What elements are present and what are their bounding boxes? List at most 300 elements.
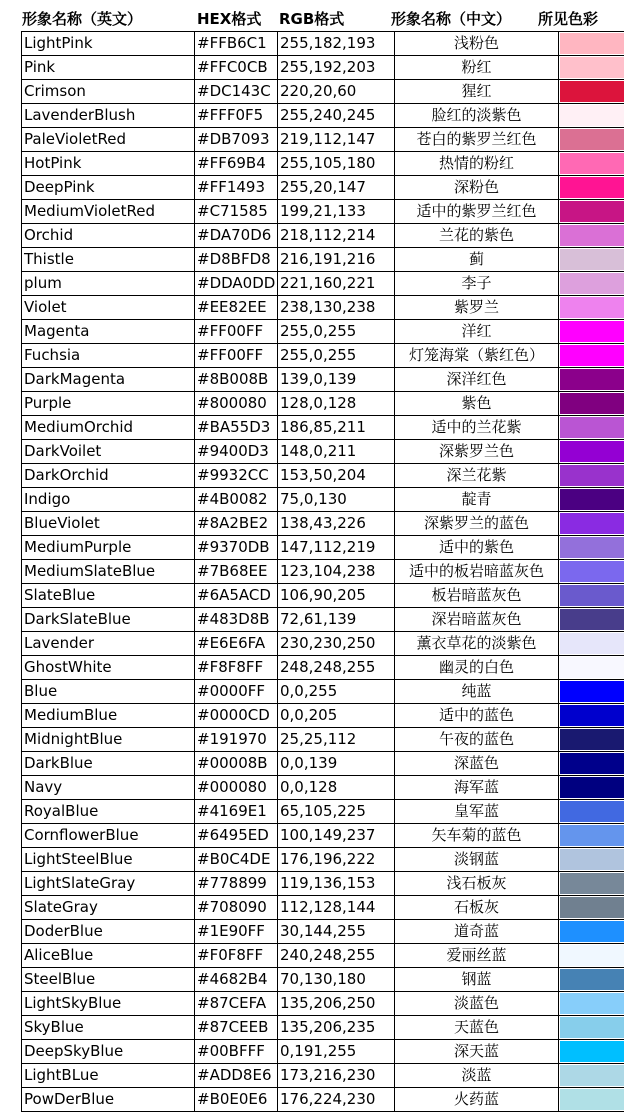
table-row [22, 872, 624, 896]
header-rgb: RGB格式 [279, 8, 344, 29]
rgb-cell: 148,0,211 [278, 440, 395, 464]
table-row [22, 1088, 624, 1112]
swatch-cell [559, 1064, 624, 1088]
english-name-cell: SkyBlue [22, 1016, 195, 1040]
english-name-cell: HotPink [22, 152, 195, 176]
color-swatch [560, 201, 624, 222]
table-row [22, 728, 624, 752]
color-swatch [560, 825, 624, 846]
hex-cell: #191970 [195, 728, 278, 752]
english-name-cell: Violet [22, 296, 195, 320]
color-swatch [560, 849, 624, 870]
rgb-cell: 65,105,225 [278, 800, 395, 824]
rgb-cell: 30,144,255 [278, 920, 395, 944]
hex-cell: #8A2BE2 [195, 512, 278, 536]
color-swatch [560, 753, 624, 774]
color-swatch [560, 873, 624, 894]
chinese-name-cell: 爱丽丝蓝 [395, 944, 559, 968]
swatch-cell [559, 200, 624, 224]
rgb-cell: 238,130,238 [278, 296, 395, 320]
rgb-cell: 255,192,203 [278, 56, 395, 80]
hex-cell: #FFC0CB [195, 56, 278, 80]
rgb-cell: 248,248,255 [278, 656, 395, 680]
table-row [22, 776, 624, 800]
swatch-cell [559, 728, 624, 752]
english-name-cell: PowDerBlue [22, 1088, 195, 1112]
color-swatch [560, 489, 624, 510]
rgb-cell: 255,182,193 [278, 32, 395, 56]
hex-cell: #6495ED [195, 824, 278, 848]
swatch-cell [559, 680, 624, 704]
hex-cell: #7B68EE [195, 560, 278, 584]
rgb-cell: 0,0,139 [278, 752, 395, 776]
table-row [22, 704, 624, 728]
chinese-name-cell: 矢车菊的蓝色 [395, 824, 559, 848]
color-swatch [560, 105, 624, 126]
hex-cell: #0000CD [195, 704, 278, 728]
color-swatch [560, 585, 624, 606]
rgb-cell: 75,0,130 [278, 488, 395, 512]
table-row [22, 416, 624, 440]
color-swatch [560, 609, 624, 630]
chinese-name-cell: 火药蓝 [395, 1088, 559, 1112]
color-swatch [560, 129, 624, 150]
rgb-cell: 106,90,205 [278, 584, 395, 608]
chinese-name-cell: 热情的粉红 [395, 152, 559, 176]
color-swatch [560, 969, 624, 990]
rgb-cell: 173,216,230 [278, 1064, 395, 1088]
table-row [22, 1040, 624, 1064]
english-name-cell: LightSteelBlue [22, 848, 195, 872]
hex-cell: #FFF0F5 [195, 104, 278, 128]
english-name-cell: Purple [22, 392, 195, 416]
hex-cell: #00008B [195, 752, 278, 776]
rgb-cell: 230,230,250 [278, 632, 395, 656]
table-row [22, 920, 624, 944]
hex-cell: #FF00FF [195, 344, 278, 368]
chinese-name-cell: 李子 [395, 272, 559, 296]
hex-cell: #D8BFD8 [195, 248, 278, 272]
swatch-cell [559, 344, 624, 368]
swatch-cell [559, 632, 624, 656]
hex-cell: #708090 [195, 896, 278, 920]
swatch-cell [559, 656, 624, 680]
english-name-cell: LightBLue [22, 1064, 195, 1088]
table-row [22, 848, 624, 872]
table-row [22, 800, 624, 824]
hex-cell: #00BFFF [195, 1040, 278, 1064]
table-row [22, 320, 624, 344]
english-name-cell: PaleVioletRed [22, 128, 195, 152]
english-name-cell: LightSkyBlue [22, 992, 195, 1016]
color-swatch [560, 225, 624, 246]
color-swatch [560, 921, 624, 942]
english-name-cell: BlueViolet [22, 512, 195, 536]
rgb-cell: 72,61,139 [278, 608, 395, 632]
hex-cell: #778899 [195, 872, 278, 896]
english-name-cell: MediumOrchid [22, 416, 195, 440]
color-swatch [560, 1089, 624, 1110]
chinese-name-cell: 适中的蓝色 [395, 704, 559, 728]
color-swatch [560, 417, 624, 438]
color-swatch [560, 705, 624, 726]
swatch-cell [559, 104, 624, 128]
color-swatch [560, 945, 624, 966]
swatch-cell [559, 32, 624, 56]
swatch-cell [559, 872, 624, 896]
chinese-name-cell: 深天蓝 [395, 1040, 559, 1064]
english-name-cell: DarkOrchid [22, 464, 195, 488]
english-name-cell: AliceBlue [22, 944, 195, 968]
english-name-cell: GhostWhite [22, 656, 195, 680]
color-swatch [560, 321, 624, 342]
chinese-name-cell: 粉红 [395, 56, 559, 80]
color-swatch [560, 345, 624, 366]
hex-cell: #FF69B4 [195, 152, 278, 176]
chinese-name-cell: 午夜的蓝色 [395, 728, 559, 752]
hex-cell: #9370DB [195, 536, 278, 560]
chinese-name-cell: 深紫罗兰的蓝色 [395, 512, 559, 536]
hex-cell: #DDA0DD [195, 272, 278, 296]
swatch-cell [559, 80, 624, 104]
color-swatch [560, 657, 624, 678]
hex-cell: #F8F8FF [195, 656, 278, 680]
header-english-name: 形象名称（英文） [22, 8, 142, 29]
english-name-cell: DeepSkyBlue [22, 1040, 195, 1064]
color-swatch [560, 1065, 624, 1086]
swatch-cell [559, 128, 624, 152]
chinese-name-cell: 兰花的紫色 [395, 224, 559, 248]
swatch-cell [559, 1040, 624, 1064]
english-name-cell: Thistle [22, 248, 195, 272]
swatch-cell [559, 1088, 624, 1112]
english-name-cell: MediumSlateBlue [22, 560, 195, 584]
table-row [22, 992, 624, 1016]
hex-cell: #C71585 [195, 200, 278, 224]
color-swatch [560, 513, 624, 534]
chinese-name-cell: 适中的板岩暗蓝灰色 [395, 560, 559, 584]
header-chinese-name: 形象名称（中文） [391, 8, 511, 29]
hex-cell: #4169E1 [195, 800, 278, 824]
rgb-cell: 255,105,180 [278, 152, 395, 176]
english-name-cell: DoderBlue [22, 920, 195, 944]
english-name-cell: plum [22, 272, 195, 296]
hex-cell: #1E90FF [195, 920, 278, 944]
swatch-cell [559, 176, 624, 200]
chinese-name-cell: 深蓝色 [395, 752, 559, 776]
rgb-cell: 186,85,211 [278, 416, 395, 440]
swatch-cell [559, 992, 624, 1016]
swatch-cell [559, 848, 624, 872]
chinese-name-cell: 灯笼海棠（紫红色） [395, 344, 559, 368]
english-name-cell: RoyalBlue [22, 800, 195, 824]
chinese-name-cell: 蓟 [395, 248, 559, 272]
chinese-name-cell: 浅粉色 [395, 32, 559, 56]
chinese-name-cell: 纯蓝 [395, 680, 559, 704]
chinese-name-cell: 洋红 [395, 320, 559, 344]
chinese-name-cell: 石板灰 [395, 896, 559, 920]
rgb-cell: 255,240,245 [278, 104, 395, 128]
table-row [22, 224, 624, 248]
chinese-name-cell: 深紫罗兰色 [395, 440, 559, 464]
rgb-cell: 123,104,238 [278, 560, 395, 584]
hex-cell: #4B0082 [195, 488, 278, 512]
chinese-name-cell: 紫罗兰 [395, 296, 559, 320]
swatch-cell [559, 416, 624, 440]
chinese-name-cell: 苍白的紫罗兰红色 [395, 128, 559, 152]
hex-cell: #ADD8E6 [195, 1064, 278, 1088]
swatch-cell [559, 440, 624, 464]
hex-cell: #000080 [195, 776, 278, 800]
table-row [22, 632, 624, 656]
header-hex: HEX格式 [197, 8, 261, 29]
table-row [22, 656, 624, 680]
table-row [22, 440, 624, 464]
chinese-name-cell: 皇军蓝 [395, 800, 559, 824]
english-name-cell: Pink [22, 56, 195, 80]
chinese-name-cell: 板岩暗蓝灰色 [395, 584, 559, 608]
swatch-cell [559, 800, 624, 824]
table-row [22, 1016, 624, 1040]
swatch-cell [559, 968, 624, 992]
english-name-cell: CornflowerBlue [22, 824, 195, 848]
color-swatch [560, 729, 624, 750]
color-swatch [560, 153, 624, 174]
rgb-cell: 153,50,204 [278, 464, 395, 488]
table-row [22, 152, 624, 176]
swatch-cell [559, 464, 624, 488]
table-row [22, 344, 624, 368]
english-name-cell: MediumPurple [22, 536, 195, 560]
rgb-cell: 0,0,128 [278, 776, 395, 800]
table-row [22, 896, 624, 920]
swatch-cell [559, 368, 624, 392]
rgb-cell: 255,0,255 [278, 344, 395, 368]
swatch-cell [559, 512, 624, 536]
hex-cell: #9400D3 [195, 440, 278, 464]
table-row [22, 392, 624, 416]
color-swatch [560, 297, 624, 318]
table-row [22, 944, 624, 968]
table-row [22, 752, 624, 776]
table-row [22, 104, 624, 128]
english-name-cell: Lavender [22, 632, 195, 656]
hex-cell: #DC143C [195, 80, 278, 104]
swatch-cell [559, 824, 624, 848]
color-swatch [560, 993, 624, 1014]
hex-cell: #FF1493 [195, 176, 278, 200]
hex-cell: #483D8B [195, 608, 278, 632]
swatch-cell [559, 584, 624, 608]
chinese-name-cell: 深粉色 [395, 176, 559, 200]
rgb-cell: 119,136,153 [278, 872, 395, 896]
rgb-cell: 70,130,180 [278, 968, 395, 992]
hex-cell: #800080 [195, 392, 278, 416]
english-name-cell: LightPink [22, 32, 195, 56]
swatch-cell [559, 896, 624, 920]
color-swatch [560, 465, 624, 486]
rgb-cell: 100,149,237 [278, 824, 395, 848]
english-name-cell: DarkSlateBlue [22, 608, 195, 632]
swatch-cell [559, 56, 624, 80]
english-name-cell: Fuchsia [22, 344, 195, 368]
swatch-cell [559, 608, 624, 632]
hex-cell: #F0F8FF [195, 944, 278, 968]
color-swatch [560, 393, 624, 414]
rgb-cell: 199,21,133 [278, 200, 395, 224]
rgb-cell: 176,196,222 [278, 848, 395, 872]
english-name-cell: Navy [22, 776, 195, 800]
english-name-cell: Crimson [22, 80, 195, 104]
hex-cell: #FFB6C1 [195, 32, 278, 56]
table-row [22, 464, 624, 488]
chinese-name-cell: 浅石板灰 [395, 872, 559, 896]
chinese-name-cell: 道奇蓝 [395, 920, 559, 944]
swatch-cell [559, 152, 624, 176]
rgb-cell: 112,128,144 [278, 896, 395, 920]
chinese-name-cell: 脸红的淡紫色 [395, 104, 559, 128]
english-name-cell: DarkMagenta [22, 368, 195, 392]
chinese-name-cell: 淡钢蓝 [395, 848, 559, 872]
rgb-cell: 216,191,216 [278, 248, 395, 272]
hex-cell: #87CEFA [195, 992, 278, 1016]
color-swatch [560, 177, 624, 198]
header-row [0, 0, 624, 31]
chinese-name-cell: 淡蓝 [395, 1064, 559, 1088]
rgb-cell: 176,224,230 [278, 1088, 395, 1112]
rgb-cell: 0,0,205 [278, 704, 395, 728]
english-name-cell: SlateGray [22, 896, 195, 920]
hex-cell: #87CEEB [195, 1016, 278, 1040]
color-swatch [560, 1017, 624, 1038]
chinese-name-cell: 紫色 [395, 392, 559, 416]
table-row [22, 296, 624, 320]
rgb-cell: 135,206,235 [278, 1016, 395, 1040]
rgb-cell: 255,20,147 [278, 176, 395, 200]
color-swatch [560, 537, 624, 558]
english-name-cell: Magenta [22, 320, 195, 344]
swatch-cell [559, 944, 624, 968]
hex-cell: #E6E6FA [195, 632, 278, 656]
color-swatch [560, 441, 624, 462]
table-row [22, 80, 624, 104]
english-name-cell: MidnightBlue [22, 728, 195, 752]
color-swatch [560, 681, 624, 702]
chinese-name-cell: 深兰花紫 [395, 464, 559, 488]
hex-cell: #BA55D3 [195, 416, 278, 440]
english-name-cell: LavenderBlush [22, 104, 195, 128]
table-row [22, 32, 624, 56]
english-name-cell: DarkVoilet [22, 440, 195, 464]
rgb-cell: 240,248,255 [278, 944, 395, 968]
chinese-name-cell: 天蓝色 [395, 1016, 559, 1040]
rgb-cell: 0,191,255 [278, 1040, 395, 1064]
swatch-cell [559, 704, 624, 728]
chinese-name-cell: 适中的紫罗兰红色 [395, 200, 559, 224]
color-swatch [560, 777, 624, 798]
swatch-cell [559, 1016, 624, 1040]
table-row [22, 248, 624, 272]
chinese-name-cell: 深岩暗蓝灰色 [395, 608, 559, 632]
color-swatch [560, 633, 624, 654]
rgb-cell: 138,43,226 [278, 512, 395, 536]
table-row [22, 512, 624, 536]
color-swatch [560, 801, 624, 822]
hex-cell: #FF00FF [195, 320, 278, 344]
chinese-name-cell: 适中的紫色 [395, 536, 559, 560]
rgb-cell: 0,0,255 [278, 680, 395, 704]
english-name-cell: SteelBlue [22, 968, 195, 992]
swatch-cell [559, 560, 624, 584]
hex-cell: #B0C4DE [195, 848, 278, 872]
rgb-cell: 139,0,139 [278, 368, 395, 392]
english-name-cell: Orchid [22, 224, 195, 248]
chinese-name-cell: 适中的兰花紫 [395, 416, 559, 440]
table-row [22, 488, 624, 512]
hex-cell: #4682B4 [195, 968, 278, 992]
english-name-cell: DarkBlue [22, 752, 195, 776]
english-name-cell: MediumVioletRed [22, 200, 195, 224]
table-row [22, 560, 624, 584]
rgb-cell: 128,0,128 [278, 392, 395, 416]
hex-cell: #0000FF [195, 680, 278, 704]
english-name-cell: MediumBlue [22, 704, 195, 728]
english-name-cell: Blue [22, 680, 195, 704]
color-swatch [560, 897, 624, 918]
rgb-cell: 135,206,250 [278, 992, 395, 1016]
chinese-name-cell: 海军蓝 [395, 776, 559, 800]
table-row [22, 536, 624, 560]
table-row [22, 200, 624, 224]
hex-cell: #DA70D6 [195, 224, 278, 248]
color-swatch [560, 273, 624, 294]
swatch-cell [559, 488, 624, 512]
hex-cell: #B0E0E6 [195, 1088, 278, 1112]
english-name-cell: Indigo [22, 488, 195, 512]
color-swatch [560, 1041, 624, 1062]
swatch-cell [559, 296, 624, 320]
hex-cell: #9932CC [195, 464, 278, 488]
hex-cell: #6A5ACD [195, 584, 278, 608]
swatch-cell [559, 752, 624, 776]
swatch-cell [559, 920, 624, 944]
swatch-cell [559, 272, 624, 296]
swatch-cell [559, 248, 624, 272]
color-swatch [560, 249, 624, 270]
table-row [22, 584, 624, 608]
color-swatch [560, 561, 624, 582]
table-row [22, 824, 624, 848]
color-table [21, 31, 624, 1112]
rgb-cell: 218,112,214 [278, 224, 395, 248]
color-swatch [560, 57, 624, 78]
color-table-body [22, 32, 624, 1112]
table-row [22, 176, 624, 200]
color-swatch [560, 33, 624, 54]
english-name-cell: SlateBlue [22, 584, 195, 608]
chinese-name-cell: 薰衣草花的淡紫色 [395, 632, 559, 656]
english-name-cell: LightSlateGray [22, 872, 195, 896]
chinese-name-cell: 淡蓝色 [395, 992, 559, 1016]
chinese-name-cell: 猩红 [395, 80, 559, 104]
rgb-cell: 221,160,221 [278, 272, 395, 296]
chinese-name-cell: 靛青 [395, 488, 559, 512]
header-swatch: 所见色彩 [538, 8, 598, 29]
chinese-name-cell: 深洋红色 [395, 368, 559, 392]
hex-cell: #EE82EE [195, 296, 278, 320]
english-name-cell: DeepPink [22, 176, 195, 200]
swatch-cell [559, 776, 624, 800]
